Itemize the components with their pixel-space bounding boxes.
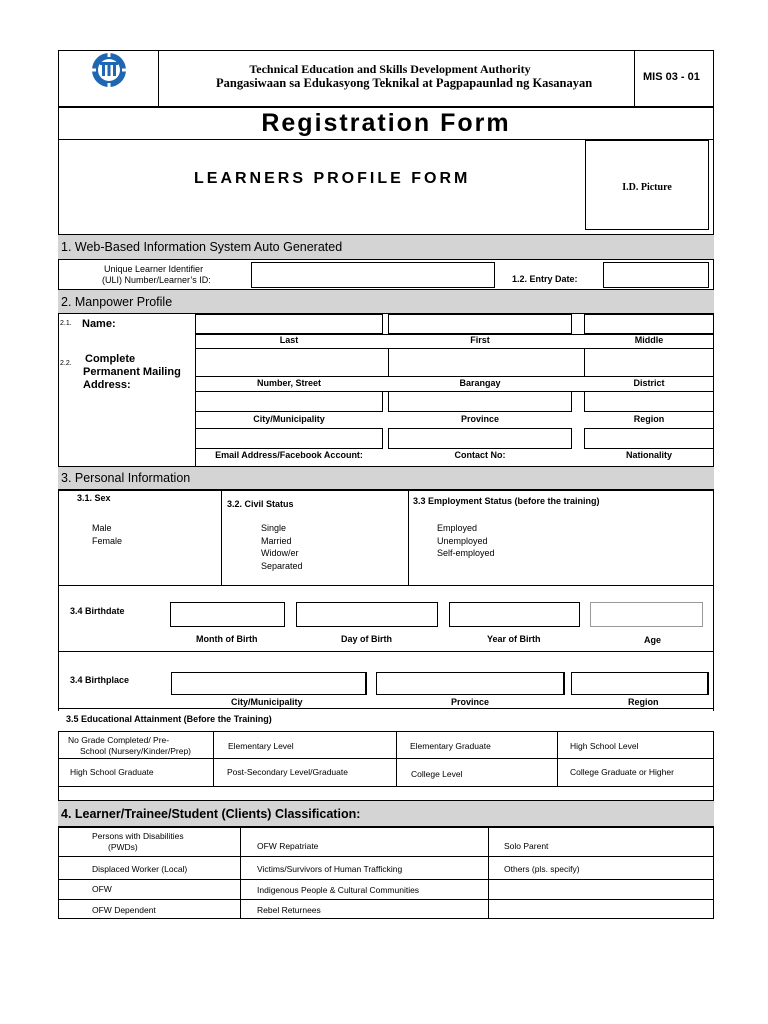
- agency-name-en: Technical Education and Skills Development Authority: [249, 62, 531, 76]
- edu-hs-grad-option[interactable]: High School Graduate: [70, 767, 154, 777]
- class-rebel-returnees-option[interactable]: Rebel Returnees: [257, 905, 321, 915]
- emp-employed-option[interactable]: Employed: [437, 523, 478, 533]
- address-label: Complete Permanent Mailing Address:: [83, 353, 181, 391]
- id-picture-label: I.D. Picture: [622, 182, 672, 193]
- civil-status-label: 3.2. Civil Status: [227, 499, 294, 509]
- birthplace-province-input[interactable]: [376, 672, 564, 695]
- section-4-title: 4. Learner/Trainee/Student (Clients) Classification:: [61, 806, 361, 821]
- section-1-header: [58, 234, 714, 260]
- entry-date-input[interactable]: [603, 262, 709, 288]
- class-trafficking-option[interactable]: Victims/Survivors of Human Trafficking: [257, 864, 403, 874]
- address-number: 2.2.: [60, 360, 72, 367]
- birth-day-input[interactable]: [296, 602, 438, 627]
- birthplace-province-caption: Province: [451, 697, 490, 707]
- emp-unemployed-option[interactable]: Unemployed: [437, 535, 488, 546]
- uli-input[interactable]: [251, 262, 495, 288]
- civil-single-option[interactable]: Single: [261, 523, 287, 533]
- last-name-caption: Last: [279, 335, 299, 345]
- section-3-title: 3. Personal Information: [61, 471, 191, 485]
- form-code: MIS 03 - 01: [643, 71, 700, 83]
- form-subtitle: LEARNERS PROFILE FORM: [194, 170, 471, 187]
- page-title: Registration Form: [261, 109, 511, 137]
- name-label: Name:: [82, 318, 116, 330]
- birthplace-city-input[interactable]: [171, 672, 366, 695]
- civil-married-option[interactable]: Married: [261, 535, 292, 546]
- tesda-logo: [86, 50, 132, 90]
- barangay-caption: Barangay: [459, 378, 501, 388]
- birth-month-input[interactable]: [170, 602, 285, 627]
- birthplace-region-caption: Region: [628, 697, 659, 707]
- edu-elementary-grad-option[interactable]: Elementary Graduate: [410, 741, 491, 751]
- district-caption: District: [633, 378, 665, 388]
- email-input[interactable]: [195, 428, 383, 449]
- sex-male-option[interactable]: Male: [92, 523, 112, 533]
- middle-name-input[interactable]: [584, 314, 714, 334]
- personal-info-box: [58, 490, 714, 586]
- employment-options: [431, 523, 495, 561]
- class-ofw-repatriate-option[interactable]: OFW Repatriate: [257, 841, 319, 851]
- class-solo-parent-option[interactable]: Solo Parent: [504, 841, 549, 851]
- emp-selfemployed-option[interactable]: Self-employed: [437, 548, 495, 558]
- middle-name-caption: Middle: [634, 335, 664, 345]
- month-caption: Month of Birth: [196, 634, 258, 644]
- province-input[interactable]: [388, 391, 572, 412]
- email-caption: Email Address/Facebook Account:: [215, 450, 363, 460]
- uli-label: Unique Learner Identifier (ULI) Number/Learner’s ID:: [102, 264, 211, 285]
- section-3-header: [58, 466, 714, 490]
- sex-options: [86, 523, 122, 548]
- first-name-caption: First: [470, 335, 490, 345]
- entry-date-label: 1.2. Entry Date:: [512, 274, 578, 284]
- edu-college-level-option[interactable]: College Level: [411, 769, 463, 779]
- section-1-title: 1. Web-Based Information System Auto Generated: [61, 240, 343, 254]
- class-ofw-option[interactable]: OFW: [92, 884, 112, 894]
- year-caption: Year of Birth: [487, 634, 541, 644]
- edu-no-grade-option[interactable]: No Grade Completed/ Pre- School (Nursery/Kinder/Prep): [68, 735, 192, 756]
- name-number: 2.1.: [60, 320, 72, 327]
- class-displaced-worker-option[interactable]: Displaced Worker (Local): [92, 864, 188, 874]
- last-name-input[interactable]: [195, 314, 383, 334]
- edu-hs-level-option[interactable]: High School Level: [570, 741, 639, 751]
- edu-post-secondary-option[interactable]: Post-Secondary Level/Graduate: [227, 767, 348, 777]
- province-caption: Province: [460, 414, 500, 424]
- nationality-caption: Nationality: [625, 450, 672, 460]
- city-input[interactable]: [195, 391, 383, 412]
- sex-female-option[interactable]: Female: [92, 535, 123, 546]
- nationality-input[interactable]: [584, 428, 714, 449]
- street-caption: Number, Street: [256, 378, 322, 388]
- section-2-header: [58, 289, 714, 314]
- civil-widow-option[interactable]: Widow/er: [261, 548, 299, 558]
- birth-year-input[interactable]: [449, 602, 580, 627]
- education-label: 3.5 Educational Attainment (Before the Training): [66, 714, 272, 724]
- sex-label: 3.1. Sex: [77, 493, 111, 503]
- edu-college-grad-option[interactable]: College Graduate or Higher: [570, 767, 674, 777]
- agency-name-fil: Pangasiwaan sa Edukasyong Teknikal at Pagpapaunlad ng Kasanayan: [216, 76, 593, 90]
- contact-input[interactable]: [388, 428, 572, 449]
- class-pwd-option[interactable]: Persons with Disabilities (PWDs): [92, 831, 184, 852]
- class-others-option[interactable]: Others (pls. specify): [504, 864, 580, 874]
- birthdate-label: 3.4 Birthdate: [70, 606, 125, 616]
- edu-elementary-level-option[interactable]: Elementary Level: [228, 741, 294, 751]
- employment-label: 3.3 Employment Status (before the training): [413, 496, 600, 506]
- birthplace-region-input[interactable]: [571, 672, 708, 695]
- class-indigenous-option[interactable]: Indigenous People & Cultural Communities: [257, 885, 420, 895]
- region-input[interactable]: [584, 391, 714, 412]
- birthplace-city-caption: City/Municipality: [231, 697, 303, 707]
- contact-caption: Contact No:: [454, 450, 506, 460]
- region-caption: Region: [633, 414, 665, 424]
- age-caption: Age: [644, 635, 662, 645]
- section-2-title: 2. Manpower Profile: [61, 294, 173, 309]
- civil-status-options: [255, 523, 303, 573]
- civil-separated-option[interactable]: Separated: [261, 560, 303, 571]
- first-name-input[interactable]: [388, 314, 572, 334]
- section-4-header: [58, 800, 714, 827]
- day-caption: Day of Birth: [341, 634, 393, 644]
- city-caption: City/Municipality: [253, 414, 325, 424]
- age-input[interactable]: [590, 602, 703, 627]
- class-ofw-dependent-option[interactable]: OFW Dependent: [92, 905, 156, 915]
- birthplace-label: 3.4 Birthplace: [70, 675, 130, 685]
